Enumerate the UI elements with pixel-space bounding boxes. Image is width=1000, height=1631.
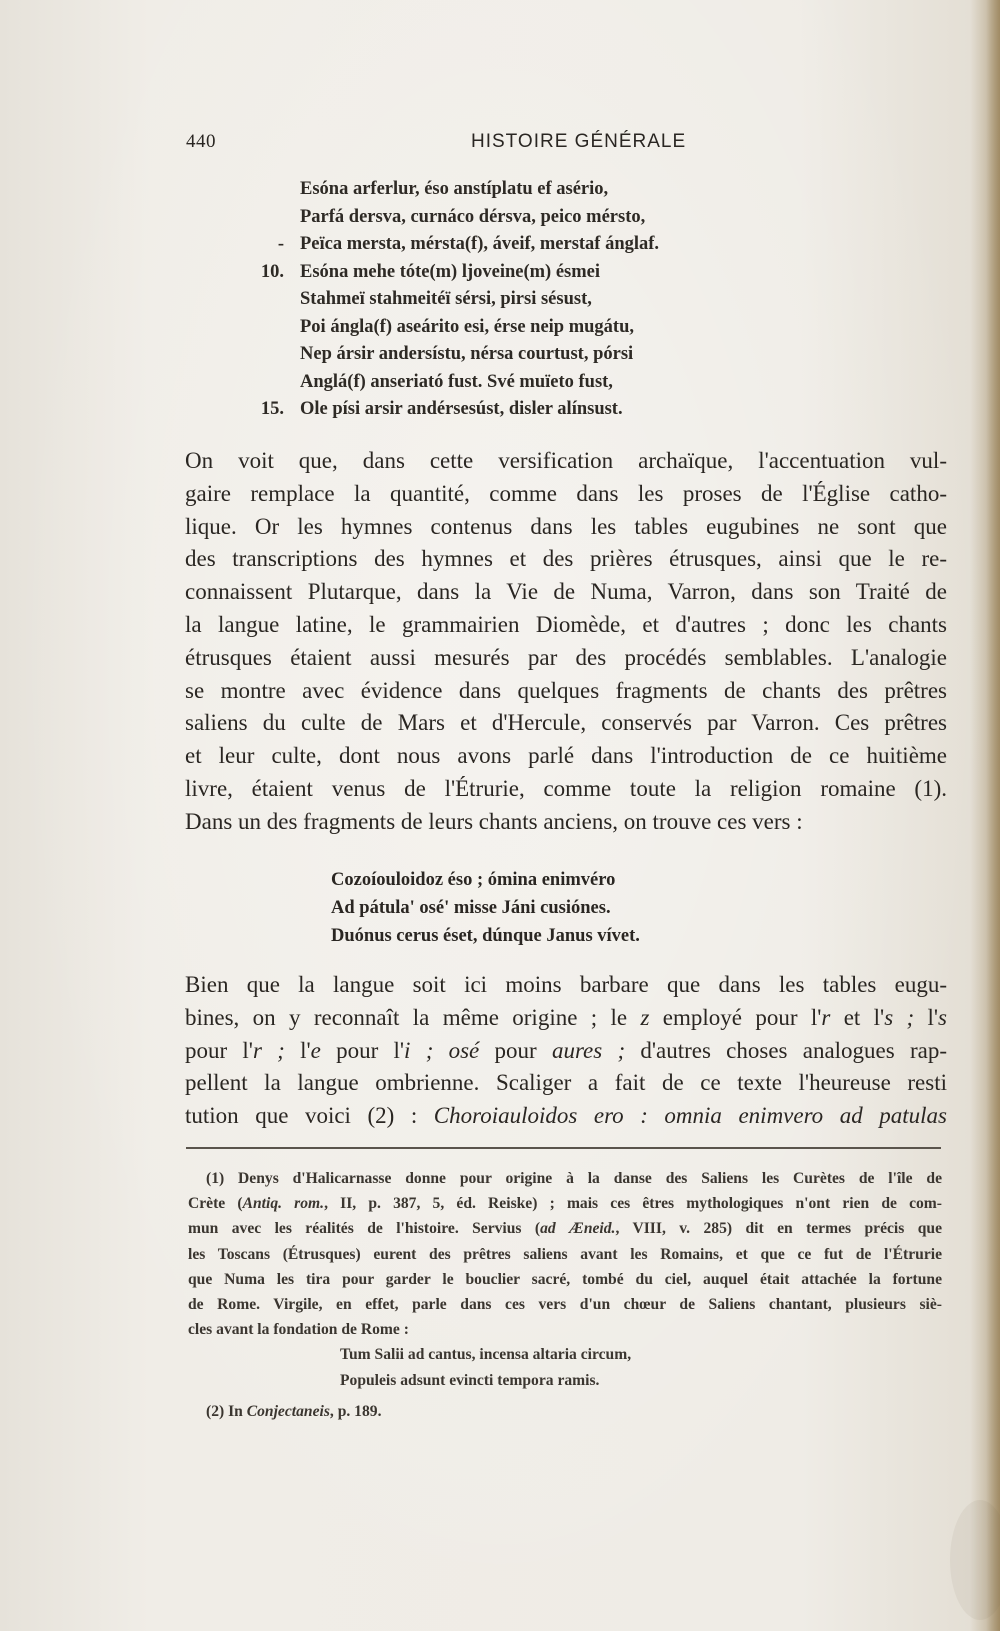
paragraph-1-line: connaissent Plutarque, dans la Vie de Numa, Varron, dans son Traité de (185, 579, 947, 605)
paragraph-1-line: des transcriptions des hymnes et des prières étrusques, ainsi que le re- (185, 546, 947, 572)
verse-line (277, 231, 940, 259)
page-edge-shadow (986, 0, 1000, 1631)
footnote-separator (186, 1147, 941, 1149)
paragraph-2-line: pour l'r ; l'e pour l'i ; osé pour aures ; d'autres choses analogues rap- (185, 1037, 947, 1063)
verse-text: Nep ársir andersístu, nérsa courtust, pórsi (300, 344, 634, 364)
footnote-1-line: de Rome. Virgile, en effet, parle dans ces vers d'un chœur de Saliens chantant, plusieurs siè- (188, 1295, 942, 1313)
footnote-1-line: (1) Denys d'Halicarnasse donne pour origine à la danse des Saliens les Curètes de l'île de (206, 1170, 942, 1187)
umbrian-verse-block (260, 176, 940, 424)
paper-stain (950, 1500, 1000, 1620)
paragraph-2 (185, 969, 947, 1133)
verse-text: Peïca mersta, mérsta(f), áveif, merstaf ánglaf. (300, 234, 660, 254)
footnote-1-line: les Toscans (Étrusques) eurent des prêtres saliens avant les Romains, et que ce fut de l'Étrurie (188, 1245, 942, 1263)
paragraph-2-line: tution que voici (2) : Choroiauloidos ero : omnia enimvero ad patulas (185, 1103, 947, 1129)
footnotes (188, 1166, 942, 1424)
verse-text: Ole písi arsir andérsesúst, disler alínsust. (300, 399, 623, 419)
paragraph-1-line: gaire remplace la quantité, comme dans les proses de l'Église catho- (185, 480, 947, 506)
paragraph-1-line: se montre avec évidence dans quelques fragments de chants des prêtres (185, 677, 947, 703)
line-number: 10. (260, 261, 284, 282)
verse-line (300, 341, 940, 369)
footnote-1-line: mun avec les réalités de l'histoire. Servius (ad Æneid., VIII, v. 285) dit en termes précis que (188, 1220, 942, 1238)
paragraph-1-line: étrusques étaient aussi mesurés par des procédés semblables. L'analogie (185, 644, 947, 670)
footnote-1-line: Crète (Antiq. rom., II, p. 387, 5, éd. Reiske) ; mais ces êtres mythologiques n'ont rien de com- (188, 1195, 942, 1213)
verse-text: Stahmeï stahmeitéï sérsi, pirsi sésust, (300, 289, 592, 309)
verse-line (300, 314, 940, 342)
paragraph-1-line: On voit que, dans cette versification archaïque, l'accentuation vul- (185, 448, 947, 473)
footnote-2: (2) In Conjectaneis, p. 189. (206, 1402, 382, 1420)
footnote-1-line: cles avant la fondation de Rome : (188, 1321, 409, 1339)
line-number: 15. (260, 399, 284, 419)
verse-text: Poi ángla(f) aseárito esi, érse neip mugátu, (300, 316, 634, 337)
verse-line (260, 396, 940, 424)
verse-text: Anglá(f) anseriató fust. Své muïeto fust, (300, 371, 613, 392)
verse-text: Esóna arferlur, éso anstíplatu ef asério, (300, 179, 609, 199)
salian-verse-block (331, 866, 640, 950)
verse-line (300, 204, 940, 232)
paragraph-2-line: pellent la langue ombrienne. Scaliger a fait de ce texte l'heureuse resti (185, 1070, 947, 1096)
verse-line: Cozoíouloidoz éso ; ómina enimvéro (331, 870, 616, 890)
footnote-verse-line: Tum Salii ad cantus, incensa altaria circum, (340, 1346, 632, 1364)
paragraph-2-line: Bien que la langue soit ici moins barbare que dans les tables eugu- (185, 972, 947, 997)
paragraph-1-line: lique. Or les hymnes contenus dans les tables eugubines ne sont que (185, 513, 947, 539)
verse-line (300, 286, 940, 314)
verse-line: Duónus cerus éset, dúnque Janus vívet. (331, 926, 640, 946)
page-number: 440 (186, 131, 216, 152)
verse-text: Parfá dersva, curnáco dérsva, peico mérsto, (300, 206, 646, 227)
paragraph-1-line: livre, étaient venus de l'Étrurie, comme toute la religion romaine (1). (185, 775, 947, 801)
verse-line: Ad pátula' osé' misse Jáni cusiónes. (331, 898, 611, 918)
paragraph-1-line: saliens du culte de Mars et d'Hercule, conservés par Varron. Ces prêtres (185, 710, 947, 736)
page-header (186, 131, 931, 157)
paragraph-1-line: et leur culte, dont nous avons parlé dans l'introduction de ce huitième (185, 743, 947, 769)
footnote-verse-line: Populeis adsunt evincti tempora ramis. (340, 1371, 600, 1389)
running-title: HISTOIRE GÉNÉRALE (471, 131, 687, 152)
verse-line (300, 369, 940, 397)
paragraph-1-line: Dans un des fragments de leurs chants anciens, on trouve ces vers : (185, 808, 803, 834)
verse-text: Esóna mehe tóte(m) ljoveine(m) ésmei (300, 261, 601, 282)
verse-line (260, 259, 940, 287)
footnote-1-line: que Numa les tira pour garder le bouclier sacré, tombé du ciel, auquel était attachée la fortune (188, 1270, 942, 1288)
line-number: - (277, 234, 284, 254)
paragraph-1-line: la langue latine, le grammairien Diomède, et d'autres ; donc les chants (185, 611, 947, 637)
paragraph-2-line: bines, on y reconnaît la même origine ; le z employé pour l'r et l's ; l's (185, 1004, 947, 1030)
verse-line (300, 176, 940, 204)
paragraph-1 (185, 445, 947, 839)
